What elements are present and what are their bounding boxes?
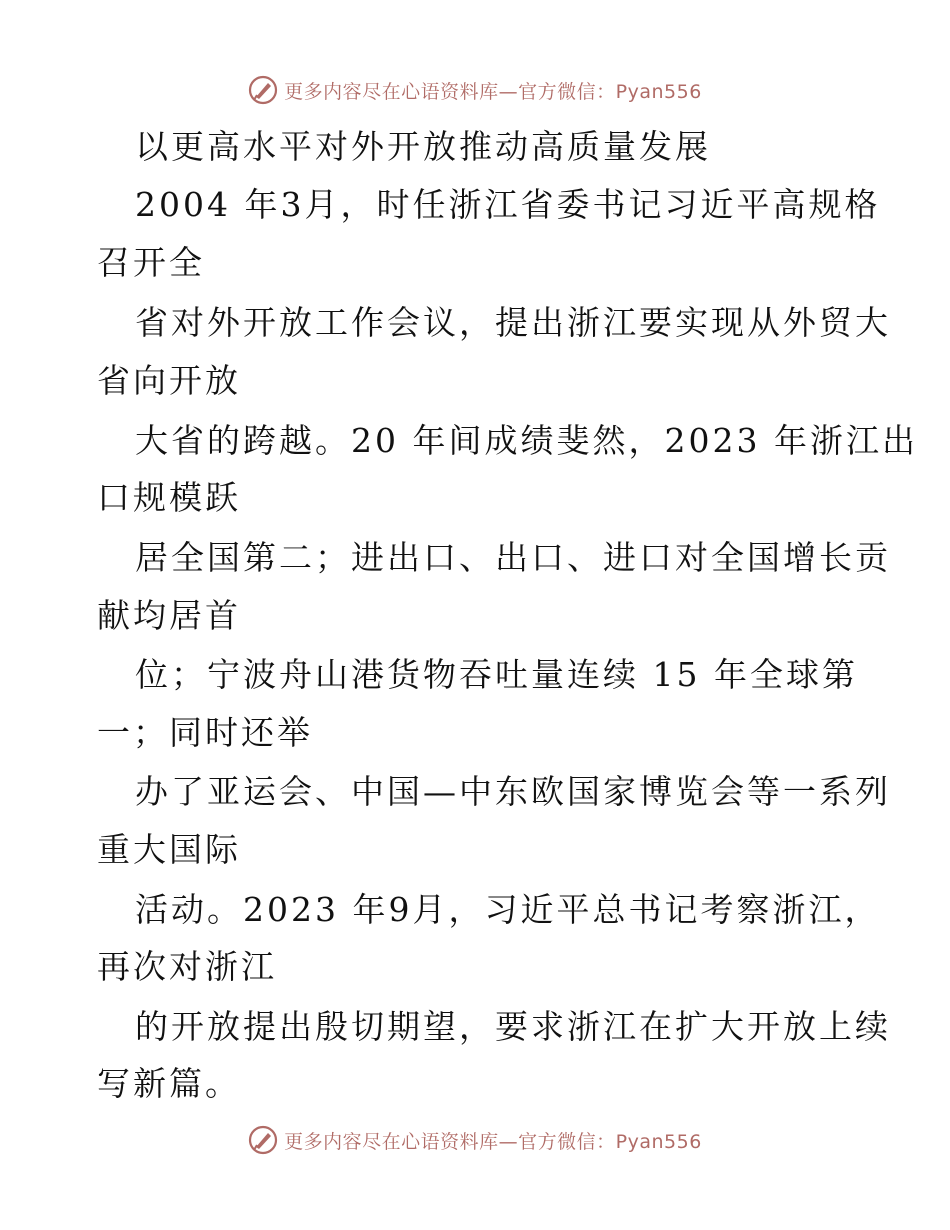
paragraph-line: 位；宁波舟山港货物吞吐量连续 15 年全球第 [135, 655, 858, 694]
paragraph-line: 写新篇。 [97, 1064, 241, 1103]
paragraph-line: 2004 年3月，时任浙江省委书记习近平高规格 [135, 185, 881, 224]
quill-pen-seal-icon [248, 1125, 278, 1155]
paragraph-line: 的开放提出殷切期望，要求浙江在扩大开放上续 [135, 1007, 891, 1046]
paragraph-line: 献均居首 [97, 596, 241, 635]
watermark-text: 更多内容尽在心语资料库—官方微信：Pyan556 [284, 80, 702, 103]
paragraph-line: 一；同时还举 [97, 713, 313, 752]
header-watermark [0, 70, 950, 110]
paragraph-line: 口规模跃 [97, 478, 241, 517]
paragraph-line: 省向开放 [97, 361, 241, 400]
document-title: 以更高水平对外开放推动高质量发展 [135, 127, 711, 166]
paragraph-line: 居全国第二；进出口、出口、进口对全国增长贡 [135, 538, 891, 577]
paragraph-line: 召开全 [97, 243, 205, 282]
paragraph-line: 再次对浙江 [97, 947, 277, 986]
quill-pen-seal-icon [248, 75, 278, 105]
paragraph-line: 大省的跨越。20 年间成绩斐然，2023 年浙江出 [135, 421, 918, 460]
footer-watermark [0, 1120, 950, 1160]
watermark-text: 更多内容尽在心语资料库—官方微信：Pyan556 [284, 1130, 702, 1153]
paragraph-line: 重大国际 [97, 830, 241, 869]
paragraph-line: 办了亚运会、中国—中东欧国家博览会等一系列 [135, 772, 891, 811]
paragraph-line: 省对外开放工作会议，提出浙江要实现从外贸大 [135, 303, 891, 342]
paragraph-line: 活动。2023 年9月，习近平总书记考察浙江， [135, 890, 881, 929]
